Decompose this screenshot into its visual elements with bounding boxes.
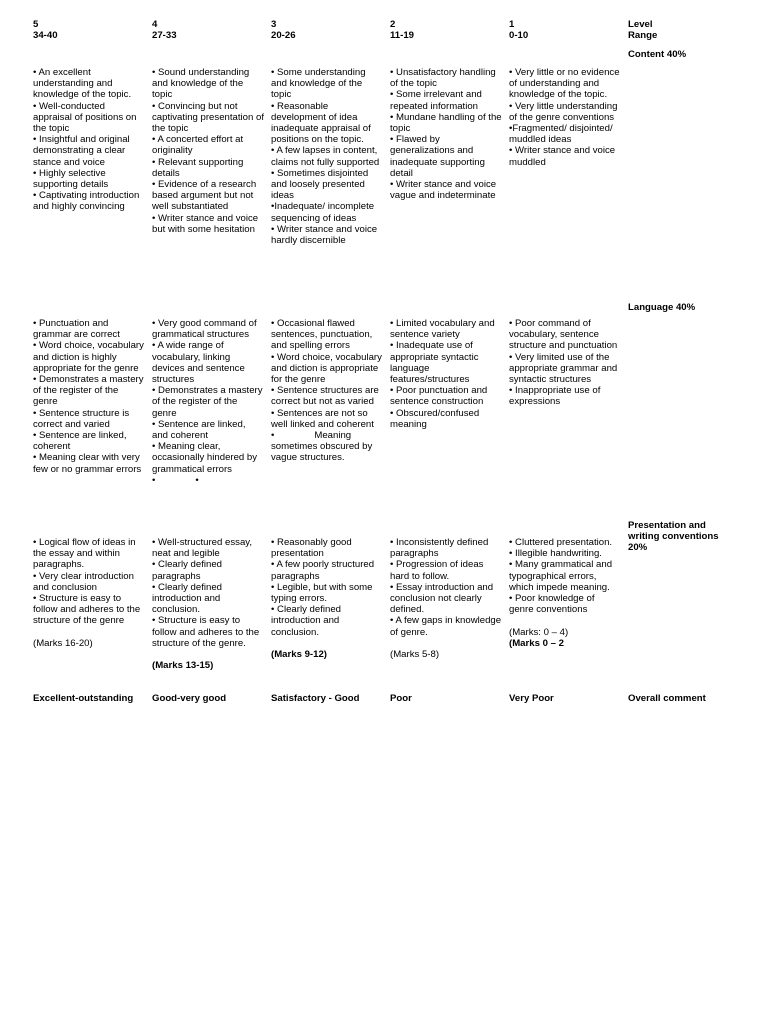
criterion-item: • Limited vocabulary and sentence variety (390, 318, 498, 341)
criterion-item: • Poor command of vocabulary, sentence structure and punctuation (509, 318, 618, 352)
content-section-label: Content 40% (628, 49, 687, 60)
criterion-item: • A concerted effort at originality (152, 134, 246, 157)
header-col-4 (152, 19, 264, 41)
criterion-item: • Some understanding and knowledge of the topic (271, 67, 369, 101)
criterion-item: • Relevant supporting details (152, 156, 247, 179)
criterion-item: • A few lapses in content, claims not fully supported (271, 145, 380, 168)
criterion-item: • Meaning clear, occasionally hindered by grammatical errors (152, 441, 260, 475)
footer-label-1: Very Poor (509, 693, 554, 704)
presentation-col-5 (33, 537, 145, 649)
overall-comment-label: Overall comment (628, 693, 706, 704)
language-col-2 (390, 318, 502, 430)
criterion-item: • Cluttered presentation. (509, 537, 613, 548)
presentation-col-1 (509, 537, 621, 649)
marks-label: (Marks 5-8) (390, 649, 440, 661)
criterion-item: • Inadequate use of appropriate syntactic language features/structures (390, 340, 482, 386)
criterion-item: • Very limited use of the appropriate grammar and syntactic structures (509, 351, 620, 386)
criterion-item: • Inconsistently defined paragraphs (390, 537, 491, 560)
criterion-item: •Fragmented/ disjointed/ muddled ideas (509, 123, 616, 146)
criterion-item: • Word choice, vocabulary and diction is highly appropriate for the genre (33, 340, 147, 374)
criterion-item: • Very clear introduction and conclusion (33, 570, 137, 593)
criterion-item: • Some irrelevant and repeated information (390, 89, 485, 112)
criterion-item: • Essay introduction and conclusion not clearly defined. (390, 581, 496, 616)
criterion-item: • Reasonably good presentation (271, 537, 355, 560)
criterion-item: • Evidence of a research based argument but not well substantiated (152, 179, 259, 213)
level-number: 5 (33, 19, 39, 30)
criterion-item: • A wide range of vocabulary, linking devices and sentence structures (152, 340, 248, 386)
criterion-item: • A few gaps in knowledge of genre. (390, 615, 504, 638)
marks-label: (Marks 16-20) (33, 637, 93, 649)
criterion-item: • Very little understanding of the genre conventions (509, 100, 621, 123)
criterion-item: • • (152, 474, 199, 486)
criterion-item: • Unsatisfactory handling of the topic (390, 67, 499, 90)
marks-label: (Marks: 0 – 4) (509, 626, 569, 638)
content-col-3 (271, 67, 383, 246)
criterion-item: • Meaning clear with very few or no grammar errors (33, 452, 143, 475)
criterion-item: • Well-conducted appraisal of positions on the topic (33, 100, 140, 135)
criterion-item: • Sometimes disjointed and loosely presented ideas (271, 167, 371, 202)
language-section-label: Language 40% (628, 302, 696, 313)
level-number: 1 (509, 19, 515, 30)
header-col-3 (271, 19, 383, 41)
criterion-item: • Sentence structures are correct but not as varied (271, 385, 382, 408)
range-value: 27-33 (152, 30, 177, 42)
criterion-item: • An excellent understanding and knowledge of the topic. (33, 67, 132, 101)
criterion-item: • Sentence structure is correct and varied (33, 407, 132, 430)
criterion-item: • Well-structured essay, neat and legible (152, 537, 255, 560)
criterion-item: • Occasional flawed sentences, punctuation, and spelling errors (271, 318, 376, 352)
criterion-item: • Structure is easy to follow and adheres to the structure of the genre (33, 593, 143, 627)
criterion-item: • Illegible handwriting. (509, 548, 602, 560)
criterion-item: • Demonstrates a mastery of the register of the genre (152, 385, 266, 419)
criterion-item: • Reasonable development of idea inadequate appraisal of positions on the topic. (271, 100, 374, 146)
presentation-col-3 (271, 537, 383, 660)
language-col-4 (152, 318, 264, 486)
criterion-item: • Progression of ideas hard to follow. (390, 559, 487, 582)
criterion-item: • Writer stance and voice hardly discernible (271, 223, 380, 247)
criterion-item: •Inadequate/ incomplete sequencing of ideas (271, 201, 377, 224)
content-col-1 (509, 67, 621, 168)
language-col-5 (33, 318, 145, 475)
header-col-2 (390, 19, 502, 41)
range-value: 11-19 (390, 30, 415, 42)
criterion-item: • Highly selective supporting details (33, 167, 109, 191)
criterion-item: • Inappropriate use of expressions (509, 385, 604, 408)
criterion-item: • Writer stance and voice but with some hesitation (152, 212, 261, 235)
range-value: 0-10 (509, 30, 529, 42)
criterion-item: • Writer stance and voice muddled (509, 145, 618, 168)
criterion-item: • Many grammatical and typographical errors, which impede meaning. (509, 559, 615, 593)
criterion-item: • Clearly defined introduction and conclusion. (152, 581, 225, 616)
criterion-item: • Word choice, vocabulary and diction is appropriate for the genre (271, 351, 385, 386)
criterion-item: • Captivating introduction and highly convincing (33, 190, 142, 213)
presentation-col-4 (152, 537, 264, 671)
criterion-item: • Sentence are linked, coherent (33, 430, 130, 453)
criterion-item: • Demonstrates a mastery of the register of the genre (33, 374, 147, 408)
header-col-5 (33, 19, 145, 41)
footer-label-2: Poor (390, 693, 412, 704)
criterion-item: • Flawed by generalizations and inadequate supporting detail (390, 134, 488, 179)
criterion-item: • Obscured/confused meaning (390, 407, 482, 430)
content-col-2 (390, 67, 505, 202)
criterion-item: • Logical flow of ideas in the essay and within paragraphs. (33, 537, 139, 571)
criterion-item: • Writer stance and voice vague and indeterminate (390, 179, 499, 202)
criterion-item: • Sentences are not so well linked and coherent (271, 407, 374, 430)
criterion-item: • Poor knowledge of genre conventions (509, 593, 598, 616)
criterion-item: • A few poorly structured paragraphs (271, 559, 377, 582)
footer-label-3: Satisfactory - Good (271, 693, 360, 704)
criterion-item: • Convincing but not captivating presentation of the topic (152, 100, 267, 135)
marks-label: (Marks 13-15) (152, 660, 214, 672)
presentation-col-2 (390, 537, 502, 660)
criterion-item: • Poor punctuation and sentence construction (390, 385, 490, 408)
footer-label-5: Excellent-outstanding (33, 693, 134, 704)
criterion-item: • Legible, but with some typing errors. (271, 581, 376, 605)
criterion-item: • Clearly defined paragraphs (152, 559, 225, 582)
range-value: 20-26 (271, 30, 296, 42)
criterion-item: • Very little or no evidence of understanding and knowledge of the topic. (509, 67, 623, 101)
level-number: 2 (390, 19, 396, 30)
criterion-item: • Structure is easy to follow and adheres to the structure of the genre. (152, 615, 262, 649)
marks-label-extra: (Marks 0 – 2 (509, 637, 564, 649)
header-level-range (628, 19, 738, 41)
content-col-4 (152, 67, 267, 235)
criterion-item: • Very good command of grammatical structures (152, 318, 260, 341)
level-number: 3 (271, 19, 277, 30)
marks-label: (Marks 9-12) (271, 649, 327, 661)
criterion-item: • Insightful and original demonstrating a clear stance and voice (33, 134, 133, 168)
criterion-item: • Sound understanding and knowledge of the topic (152, 67, 252, 101)
criterion-item: • Punctuation and grammar are correct (33, 318, 120, 341)
range-value: 34-40 (33, 30, 58, 42)
language-col-3 (271, 318, 383, 464)
presentation-section-label: Presentation and writing conventions 20% (628, 520, 719, 554)
criterion-item: • Meaning sometimes obscured by vague structures. (271, 430, 375, 464)
header-col-1 (509, 19, 621, 41)
language-col-1 (509, 318, 621, 408)
level-heading: Level (628, 19, 653, 30)
criterion-item: • Mundane handling of the topic (390, 111, 505, 135)
range-heading: Range (628, 30, 658, 42)
content-col-5 (33, 67, 145, 213)
footer-label-4: Good-very good (152, 693, 227, 704)
criterion-item: • Sentence are linked, and coherent (152, 418, 249, 442)
criterion-item: • Clearly defined introduction and conclusion. (271, 604, 344, 638)
level-number: 4 (152, 19, 158, 30)
